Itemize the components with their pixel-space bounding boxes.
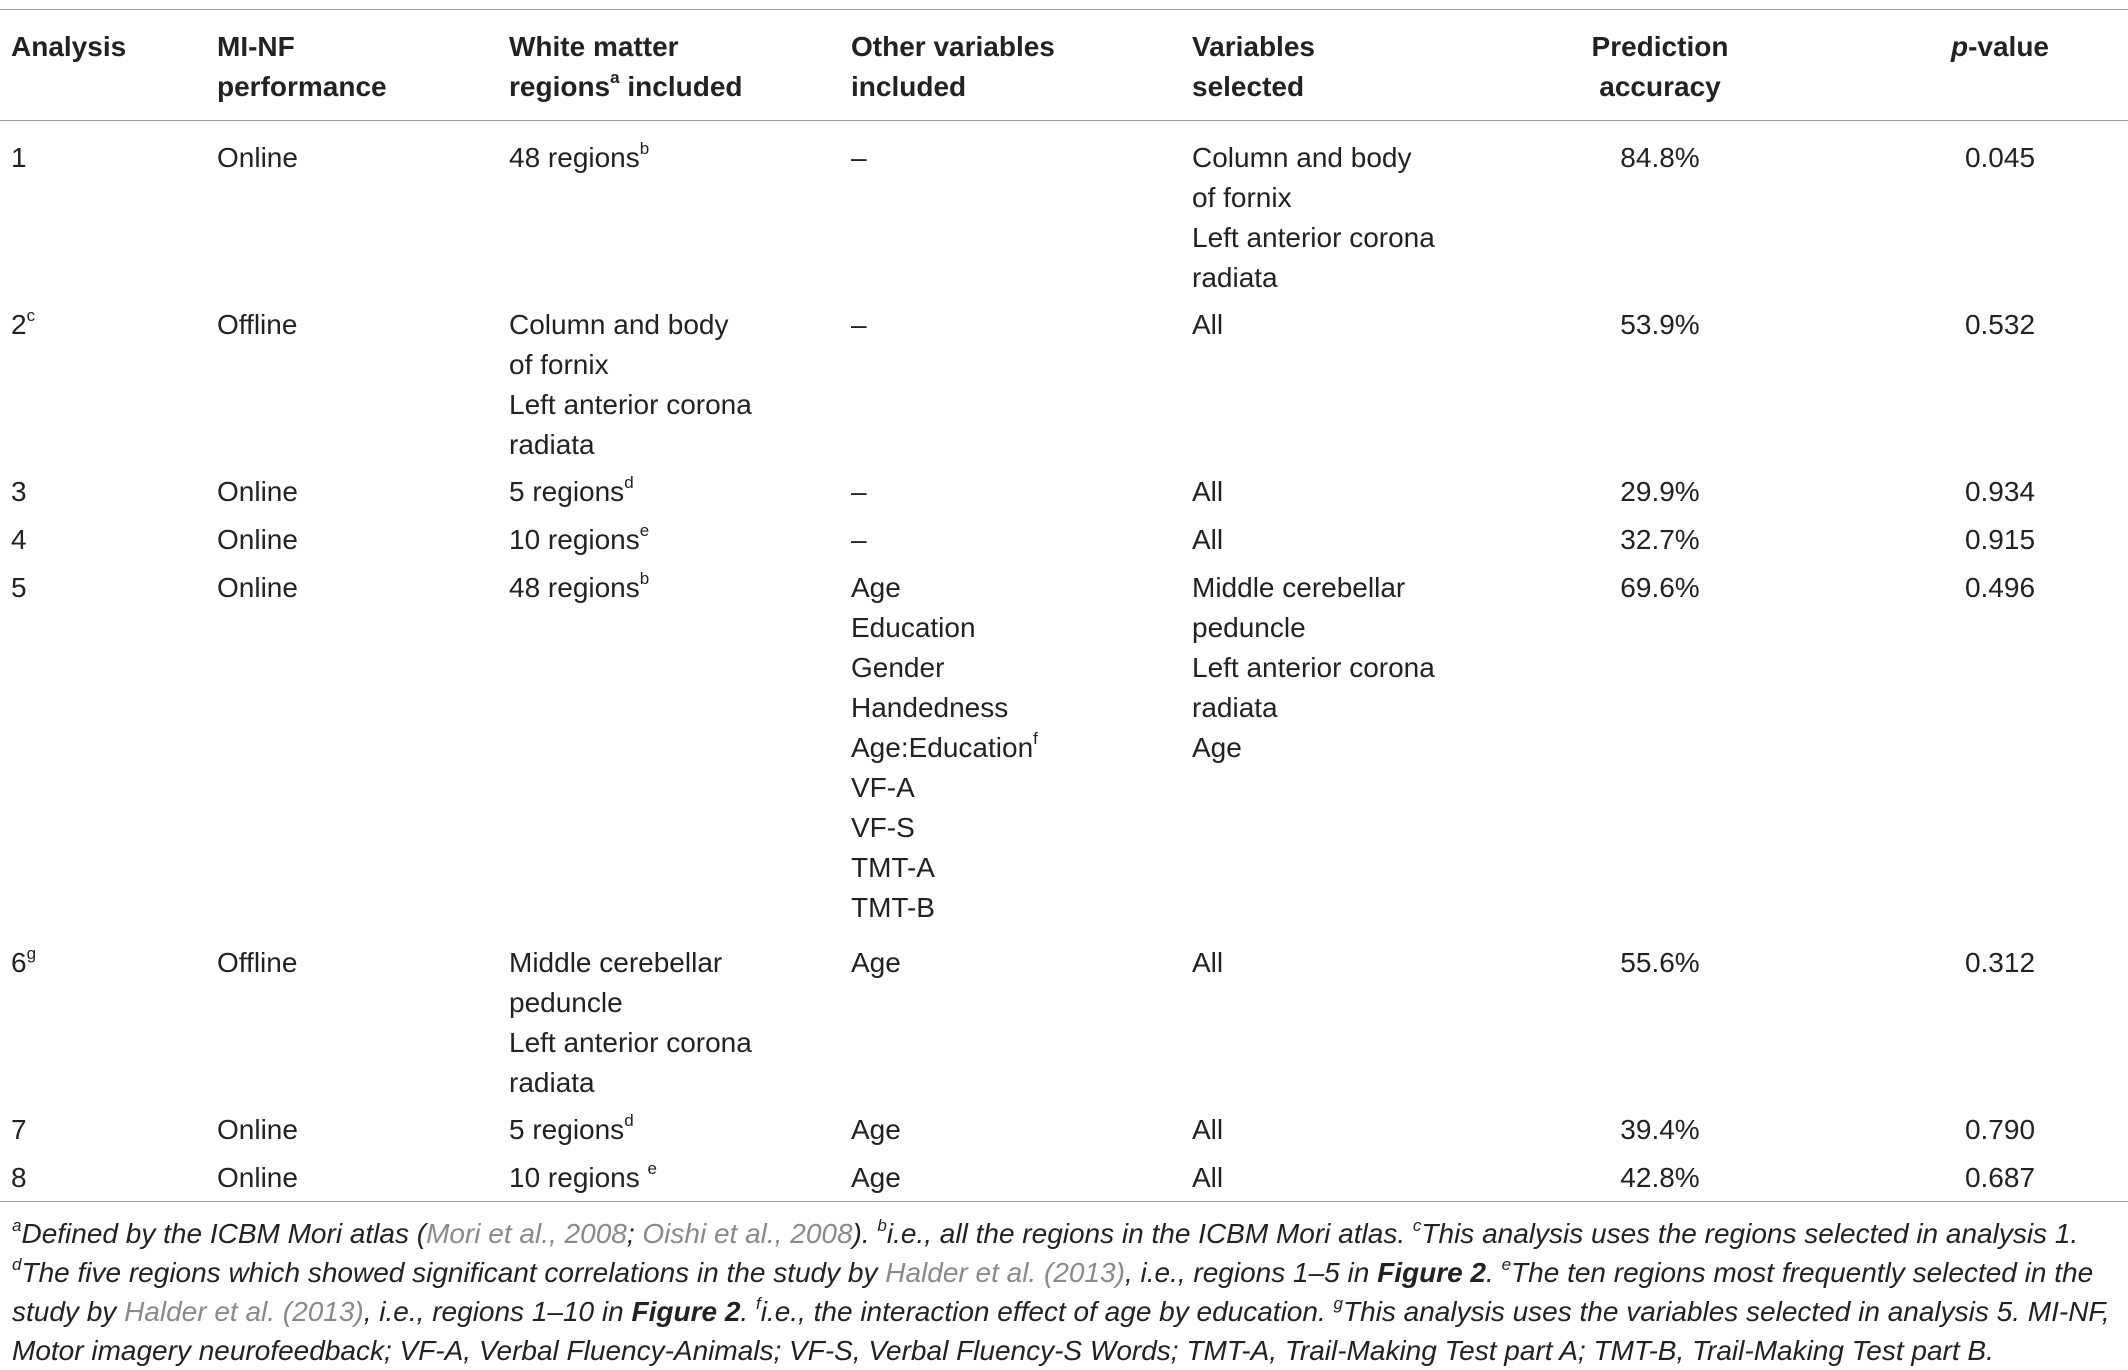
cell-prediction-accuracy (1540, 943, 1780, 983)
other-variable-line: TMT-B (851, 892, 935, 923)
cell-other-variables (851, 1158, 901, 1198)
accuracy-value: 53.9% (1620, 309, 1700, 340)
other-variable-line: Age (851, 947, 901, 978)
cell-prediction-accuracy (1540, 472, 1780, 512)
other-variable-line: – (851, 309, 867, 340)
cell-other-variables (851, 1110, 901, 1150)
cell-p-value (1900, 138, 2100, 178)
other-variable-line: – (851, 476, 867, 507)
mi-nf-value: Offline (217, 309, 298, 340)
mi-nf-value: Offline (217, 947, 298, 978)
cell-prediction-accuracy (1540, 305, 1780, 345)
cell-other-variables (851, 138, 867, 178)
p-value: 0.687 (1964, 1162, 2036, 1193)
analysis-number: 7 (11, 1114, 27, 1145)
other-variable-line: Handedness (851, 692, 1009, 723)
selected-variable-line: All (1192, 476, 1224, 507)
cell-white-matter-regions (509, 568, 649, 608)
cell-mi-nf-performance (217, 568, 298, 608)
header-other-variables: Other variables included (851, 31, 1055, 102)
cell-mi-nf-performance (217, 138, 298, 178)
citation-link[interactable]: Oishi et al., 2008 (642, 1218, 853, 1249)
cell-analysis (11, 1110, 27, 1150)
cell-white-matter-regions (509, 943, 752, 1103)
cell-prediction-accuracy (1540, 1110, 1780, 1150)
analysis-number: 1 (11, 142, 27, 173)
footnote-text: . (1486, 1257, 1502, 1288)
white-matter-line: Left anterior corona (509, 1027, 752, 1058)
superscript-marker: g (26, 944, 37, 963)
selected-variable-line: All (1192, 1162, 1224, 1193)
selected-variable-line: radiata (1192, 692, 1278, 723)
other-variable-line: Age:Education$^f$ (851, 729, 1038, 763)
footnote-marker: e (1501, 1255, 1512, 1274)
selected-variable-line: Left anterior corona (1192, 652, 1435, 683)
cell-p-value (1900, 568, 2100, 608)
header-analysis: Analysis (11, 31, 127, 62)
footnote-line-1 (12, 1214, 2122, 1253)
footnote-text: study by (12, 1296, 125, 1327)
selected-variable-line: All (1192, 309, 1224, 340)
other-variable-line: TMT-A (851, 852, 935, 883)
footnote-text: . (740, 1296, 756, 1327)
footnote-line-3 (12, 1292, 2122, 1331)
cell-other-variables (851, 305, 867, 345)
accuracy-value: 84.8% (1620, 142, 1700, 173)
white-matter-line: radiata (509, 429, 595, 460)
cell-p-value (1900, 943, 2100, 983)
other-variable-line: VF-A (851, 772, 915, 803)
cell-p-value (1900, 305, 2100, 345)
superscript-marker: b (639, 139, 650, 158)
cell-analysis (11, 138, 27, 178)
cell-variables-selected (1192, 472, 1223, 512)
white-matter-line: radiata (509, 1067, 595, 1098)
other-variable-line: Age (851, 1114, 901, 1145)
accuracy-value: 55.6% (1620, 947, 1700, 978)
analysis-number: 6$^g$ (11, 944, 37, 978)
cell-p-value (1900, 472, 2100, 512)
analysis-number: 4 (11, 524, 27, 555)
white-matter-line: peduncle (509, 987, 623, 1018)
cell-other-variables (851, 520, 867, 560)
table-bottom-rule (0, 1201, 2128, 1202)
other-variable-line: Gender (851, 652, 945, 683)
p-value: 0.496 (1964, 572, 2036, 603)
p-value: 0.532 (1964, 309, 2036, 340)
cell-variables-selected (1192, 138, 1435, 298)
footnote-marker: b (877, 1216, 887, 1235)
cell-mi-nf-performance (217, 305, 297, 345)
mi-nf-value: Online (217, 1114, 298, 1145)
cell-prediction-accuracy (1540, 1158, 1780, 1198)
selected-variable-line: Left anterior corona (1192, 222, 1435, 253)
cell-prediction-accuracy (1540, 520, 1780, 560)
mi-nf-value: Online (217, 1162, 298, 1193)
analysis-number: 5 (11, 572, 27, 603)
mi-nf-value: Online (217, 142, 298, 173)
p-value: 0.312 (1964, 947, 2036, 978)
cell-variables-selected (1192, 1158, 1223, 1198)
superscript-marker: b (639, 569, 650, 588)
accuracy-value: 39.4% (1620, 1114, 1700, 1145)
analysis-number: 8 (11, 1162, 27, 1193)
footnote-text: Defined by the ICBM Mori atlas ( (21, 1218, 427, 1249)
footnote-text: , i.e., regions 1–5 in (1124, 1257, 1378, 1288)
footnote-text: ; (626, 1218, 643, 1249)
accuracy-value: 29.9% (1620, 476, 1700, 507)
cell-p-value (1900, 1158, 2100, 1198)
cell-variables-selected (1192, 520, 1223, 560)
cell-prediction-accuracy (1540, 138, 1780, 178)
selected-variable-line: All (1192, 524, 1224, 555)
cell-mi-nf-performance (217, 1158, 298, 1198)
accuracy-value: 32.7% (1620, 524, 1700, 555)
cell-variables-selected (1192, 305, 1223, 345)
footnote-line-4 (12, 1331, 2122, 1370)
white-matter-line: of fornix (509, 349, 609, 380)
p-value: 0.045 (1964, 142, 2036, 173)
cell-other-variables (851, 943, 901, 983)
cell-white-matter-regions (509, 138, 649, 178)
footnote-text: The five regions which showed significant correlations in the study by (21, 1257, 886, 1288)
other-variable-line: – (851, 524, 867, 555)
cell-variables-selected (1192, 943, 1223, 983)
cell-mi-nf-performance (217, 472, 298, 512)
footnote-marker: f (755, 1294, 761, 1313)
other-variable-line: Education (851, 612, 976, 643)
cell-variables-selected (1192, 568, 1435, 768)
cell-other-variables (851, 568, 1038, 928)
mi-nf-value: Online (217, 476, 298, 507)
superscript-marker: e (639, 521, 650, 540)
mi-nf-value: Online (217, 572, 298, 603)
other-variable-line: Age (851, 572, 901, 603)
accuracy-value: 42.8% (1620, 1162, 1700, 1193)
header-white-matter-regions: White matter regions$^a$ included (509, 31, 743, 102)
other-variable-line: – (851, 142, 867, 173)
white-matter-line: Column and body (509, 309, 729, 340)
footnote-text: Motor imagery neurofeedback; VF-A, Verbal Fluency-Animals; VF-S, Verbal Fluency-S Words; TMT-A, Trail-Making Test part A; TMT-B, Trail-Making Test part B. (12, 1335, 1994, 1366)
header-prediction-accuracy: Prediction accuracy (1591, 31, 1729, 102)
cell-p-value (1900, 520, 2100, 560)
cell-prediction-accuracy (1540, 568, 1780, 608)
selected-variable-line: Middle cerebellar (1192, 572, 1406, 603)
selected-variable-line: of fornix (1192, 182, 1292, 213)
footnote-text: Figure 2 (1377, 1257, 1487, 1288)
footnote-marker: a (12, 1216, 22, 1235)
citation-link[interactable]: Mori et al., 2008 (426, 1218, 627, 1249)
selected-variable-line: Age (1192, 732, 1242, 763)
superscript-marker: d (624, 473, 634, 492)
p-value: 0.790 (1964, 1114, 2036, 1145)
white-matter-line: 48 regions$^b$ (509, 139, 650, 173)
cell-white-matter-regions (509, 305, 752, 465)
white-matter-line: 10 regions $^e$ (509, 1159, 658, 1193)
footnote-text: , i.e., regions 1–10 in (363, 1296, 632, 1327)
selected-variable-line: radiata (1192, 262, 1278, 293)
footnote-text: i.e., the interaction effect of age by education. (760, 1296, 1334, 1327)
white-matter-line: 10 regions$^e$ (509, 521, 650, 555)
cell-analysis (11, 943, 36, 983)
footnote-text: This analysis uses the variables selected in analysis 5. MI-NF, (1342, 1296, 2110, 1327)
white-matter-line: 5 regions$^d$ (509, 473, 634, 507)
cell-analysis (11, 568, 27, 608)
cell-white-matter-regions (509, 1110, 634, 1150)
white-matter-line: 5 regions$^d$ (509, 1111, 634, 1145)
superscript-marker: d (624, 1111, 634, 1130)
other-variable-line: VF-S (851, 812, 915, 843)
footnote-marker: c (1412, 1216, 1422, 1235)
footnote-text: This analysis uses the regions selected in analysis 1. (1421, 1218, 2079, 1249)
table-header-rule (0, 120, 2128, 121)
mi-nf-value: Online (217, 524, 298, 555)
footnote-marker: d (12, 1255, 22, 1274)
selected-variable-line: All (1192, 1114, 1224, 1145)
cell-p-value (1900, 1110, 2100, 1150)
p-value: 0.915 (1964, 524, 2036, 555)
p-value: 0.934 (1964, 476, 2036, 507)
accuracy-value: 69.6% (1620, 572, 1700, 603)
cell-variables-selected (1192, 1110, 1223, 1150)
selected-variable-line: peduncle (1192, 612, 1306, 643)
analysis-number: 3 (11, 476, 27, 507)
selected-variable-line: Column and body (1192, 142, 1412, 173)
cell-mi-nf-performance (217, 1110, 298, 1150)
superscript-marker: f (1033, 729, 1038, 748)
cell-analysis (11, 1158, 27, 1198)
cell-mi-nf-performance (217, 943, 297, 983)
analysis-number: 2$^c$ (11, 306, 36, 340)
citation-link[interactable]: Halder et al. (2013) (885, 1257, 1125, 1288)
white-matter-line: Middle cerebellar (509, 947, 723, 978)
white-matter-line: 48 regions$^b$ (509, 569, 650, 603)
cell-mi-nf-performance (217, 520, 298, 560)
superscript-marker: e (647, 1159, 658, 1178)
other-variable-line: Age (851, 1162, 901, 1193)
footnote-text: ). (852, 1218, 878, 1249)
header-p-value: p-value (1950, 31, 2050, 62)
superscript-marker: c (26, 306, 36, 325)
footnote-line-2 (12, 1253, 2122, 1292)
header-mi-nf-performance: MI-NF performance (217, 31, 387, 102)
cell-analysis (11, 520, 27, 560)
footnote-text: The ten regions most frequently selected in the (1511, 1257, 2094, 1288)
cell-analysis (11, 472, 27, 512)
header-variables-selected: Variables selected (1192, 31, 1315, 102)
cell-white-matter-regions (509, 472, 634, 512)
footnote-marker: g (1333, 1294, 1343, 1313)
cell-white-matter-regions (509, 520, 649, 560)
table-top-rule (0, 9, 2128, 10)
selected-variable-line: All (1192, 947, 1224, 978)
white-matter-line: Left anterior corona (509, 389, 752, 420)
footnote-text: Figure 2 (631, 1296, 741, 1327)
citation-link[interactable]: Halder et al. (2013) (124, 1296, 364, 1327)
cell-other-variables (851, 472, 867, 512)
footnote-text: i.e., all the regions in the ICBM Mori atlas. (886, 1218, 1413, 1249)
cell-white-matter-regions (509, 1158, 657, 1198)
cell-analysis (11, 305, 35, 345)
